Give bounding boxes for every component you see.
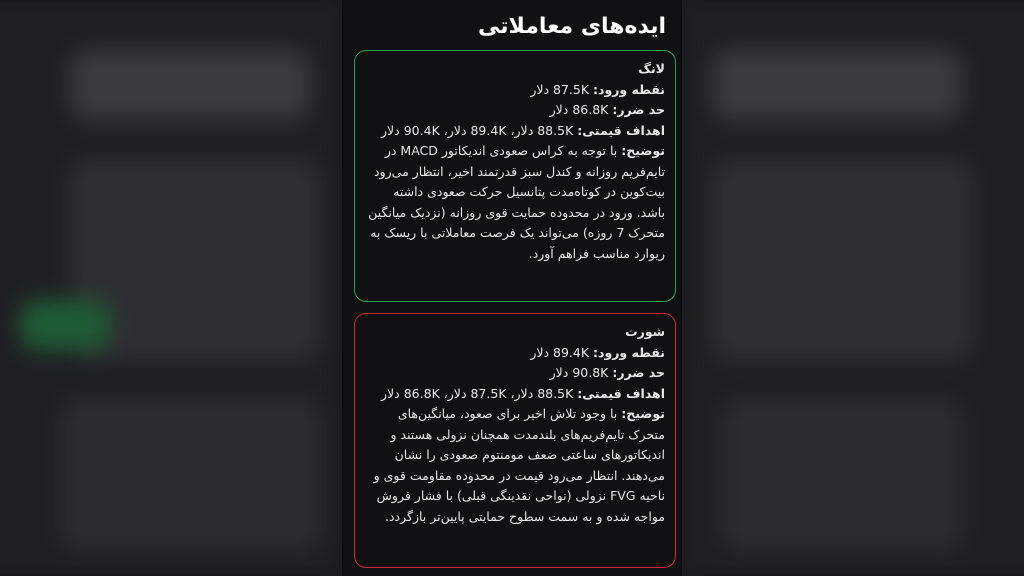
blurred-background-right [682,0,1024,576]
blurred-background-left [0,0,342,576]
entry-value: 87.5K دلار [530,81,590,97]
blurred-shape [70,50,310,120]
entry-value: 89.4K دلار [530,344,590,360]
short-trade-card[interactable] [354,313,676,568]
targets-value: 88.5K دلار، 87.5K دلار، 86.8K دلار [381,385,574,401]
trade-side-label: شورت [625,324,665,339]
targets-label: اهداف قیمتی: [577,122,665,138]
long-trade-card[interactable] [354,50,676,302]
description-text: با توجه به کراس صعودی اندیکاتور MACD در تایم‌فریم روزانه و کندل سبز قدرتمند اخیر، انتظار می‌رود بیت‌کوین در کوتاه‌مدت پتانسیل حرکت صعودی داشته باشد. ورود در محدوده حمایت قوی روزانه (نزدیک میانگین متحرک 7 روزه) می‌تواند یک فرصت معاملاتی با ریسک به ریوارد مناسب فراهم آورد. [368,143,665,261]
blurred-green-glow [20,300,110,350]
description-text: با وجود تلاش اخیر برای صعود، میانگین‌های متحرک تایم‌فریم‌های بلندمدت همچنان نزولی هستند و اندیکاتورهای ساعتی ضعف مومنتوم صعودی را نشان می‌دهند. انتظار می‌رود قیمت در محدوده مقاومت قوی و ناحیه FVG نزولی (نواحی نقدینگی قبلی) با فشار فروش مواجه شده و به سمت سطوح حمایتی پایین‌تر بازگردد. [373,406,665,524]
targets-label: اهداف قیمتی: [577,385,665,401]
stop-loss-value: 90.8K دلار [549,365,609,380]
description-row [365,404,665,527]
entry-label: نقطه ورود: [593,344,665,360]
stop-loss-row [365,363,665,384]
content-panel [342,0,682,576]
description-row [365,141,665,264]
page-title: ایده‌های معاملاتی [478,14,666,39]
targets-value: 88.5K دلار، 89.4K دلار، 90.4K دلار [381,122,574,138]
trade-side-label: لانگ [638,61,665,76]
entry-row [365,80,665,101]
targets-row [365,121,665,142]
stop-loss-row [365,100,665,121]
blurred-shape [712,50,962,120]
stop-loss-value: 86.8K دلار [549,102,609,117]
stop-loss-label: حد ضرر: [612,102,665,117]
description-label: توضیح: [621,406,665,421]
blurred-shape [722,400,962,550]
entry-label: نقطه ورود: [593,81,665,97]
description-label: توضیح: [621,143,665,158]
blurred-shape [712,160,972,360]
targets-row [365,384,665,405]
blurred-shape [60,400,320,550]
entry-row [365,343,665,364]
stop-loss-label: حد ضرر: [612,365,665,380]
